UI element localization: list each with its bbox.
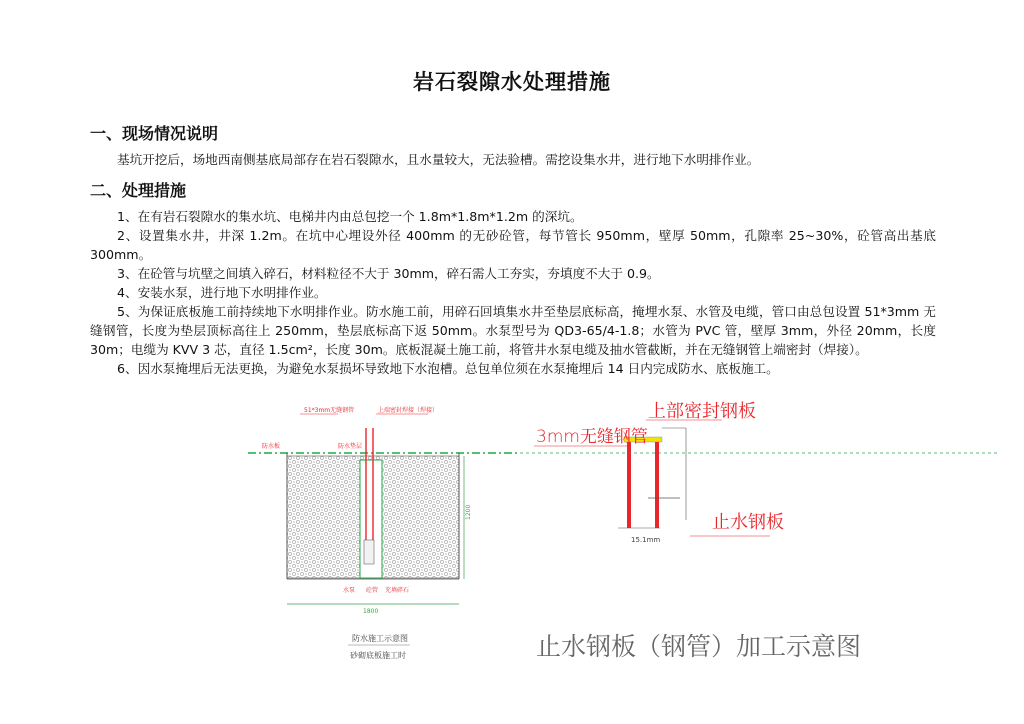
pipe-wall-right [655, 442, 659, 528]
caption-construction: 砂砌底板施工时 [350, 651, 406, 660]
stop-plate-drawing [534, 401, 861, 661]
label-seamless-pipe: 3mm无缝钢管 [536, 427, 648, 447]
measure-item-4: 4、安装水泵，进行地下水明排作业。 [117, 285, 327, 300]
label-top-seal-plate: 上部密封钢板 [648, 401, 756, 422]
label-top-seal: 上端密封焊接（焊接） [378, 407, 439, 414]
section-heading-situation: 一、现场情况说明 [90, 124, 219, 143]
label-gravel: 充填碎石 [385, 587, 410, 594]
paragraph: 基坑开挖后，场地西南侧基底局部存在岩石裂隙水，且水量较大，无法验槽。需挖设集水井，进行地下水明排作业。 [117, 152, 760, 167]
label-waterproof-board: 防水板 [262, 443, 281, 450]
measure-item-6: 6、因水泵掩埋后无法更换，为避免水泵损坏导致地下水泡槽。总包单位须在水泵掩埋后 14 日内完成防水、底板施工。 [117, 361, 779, 376]
section-heading-measures: 二、处理措施 [90, 181, 187, 200]
dimension-label: 15.1mm [631, 536, 661, 544]
page-title: 岩石裂隙水处理措施 [413, 70, 611, 94]
depth-dimension-label: 1200 [465, 504, 472, 520]
pump-shape [364, 540, 374, 564]
measure-item-1: 1、在有岩石裂隙水的集水坑、电梯井内由总包挖一个 1.8m*1.8m*1.2m 的深坑。 [117, 209, 583, 224]
measure-item-3: 3、在砼管与坑壁之间填入碎石，材料粒径不大于 30mm，碎石需人工夯实，夯填度不大于 0.9。 [117, 266, 660, 281]
measure-item-5: 5、为保证底板施工前持续地下水明排作业。防水施工前，用碎石回填集水井至垫层底标高，掩埋水泵、水管及电缆，管口由总包设置 51*3mm 无缝钢管，长度为垫层顶标高往上 250mm，垫层底标高下返 50mm。水泵型号为 QD3-65/4-1.8；水管为 PVC 管，壁厚 3mm，外径 20mm，长度 30m；电缆为 KVV 3 芯，直径 1.5cm²，长度 30m。底板混凝土施工前，将管井水泵电缆及抽水管截断，并在无缝钢管上端密封（焊接）。 [90, 304, 936, 357]
caption-stop-plate: 止水钢板（钢管）加工示意图 [536, 632, 862, 661]
label-pump: 水泵 [343, 587, 356, 594]
label-stop-plate: 止水钢板 [712, 512, 784, 533]
width-dimension-label: 1800 [363, 608, 379, 615]
caption-waterproof: 防水施工示意图 [352, 634, 408, 643]
pipe-wall-left [627, 442, 631, 528]
label-steel-pipe: 51*3mm无缝钢管 [304, 407, 355, 414]
label-concrete-pipe: 砼管 [366, 587, 379, 594]
label-cushion: 防水垫层 [338, 443, 363, 450]
measure-item-2: 2、设置集水井，井深 1.2m。在坑中心埋设外径 400mm 的无砂砼管，每节管长 950mm，壁厚 50mm，孔隙率 25~30%，砼管高出基底 300mm。 [90, 228, 936, 262]
